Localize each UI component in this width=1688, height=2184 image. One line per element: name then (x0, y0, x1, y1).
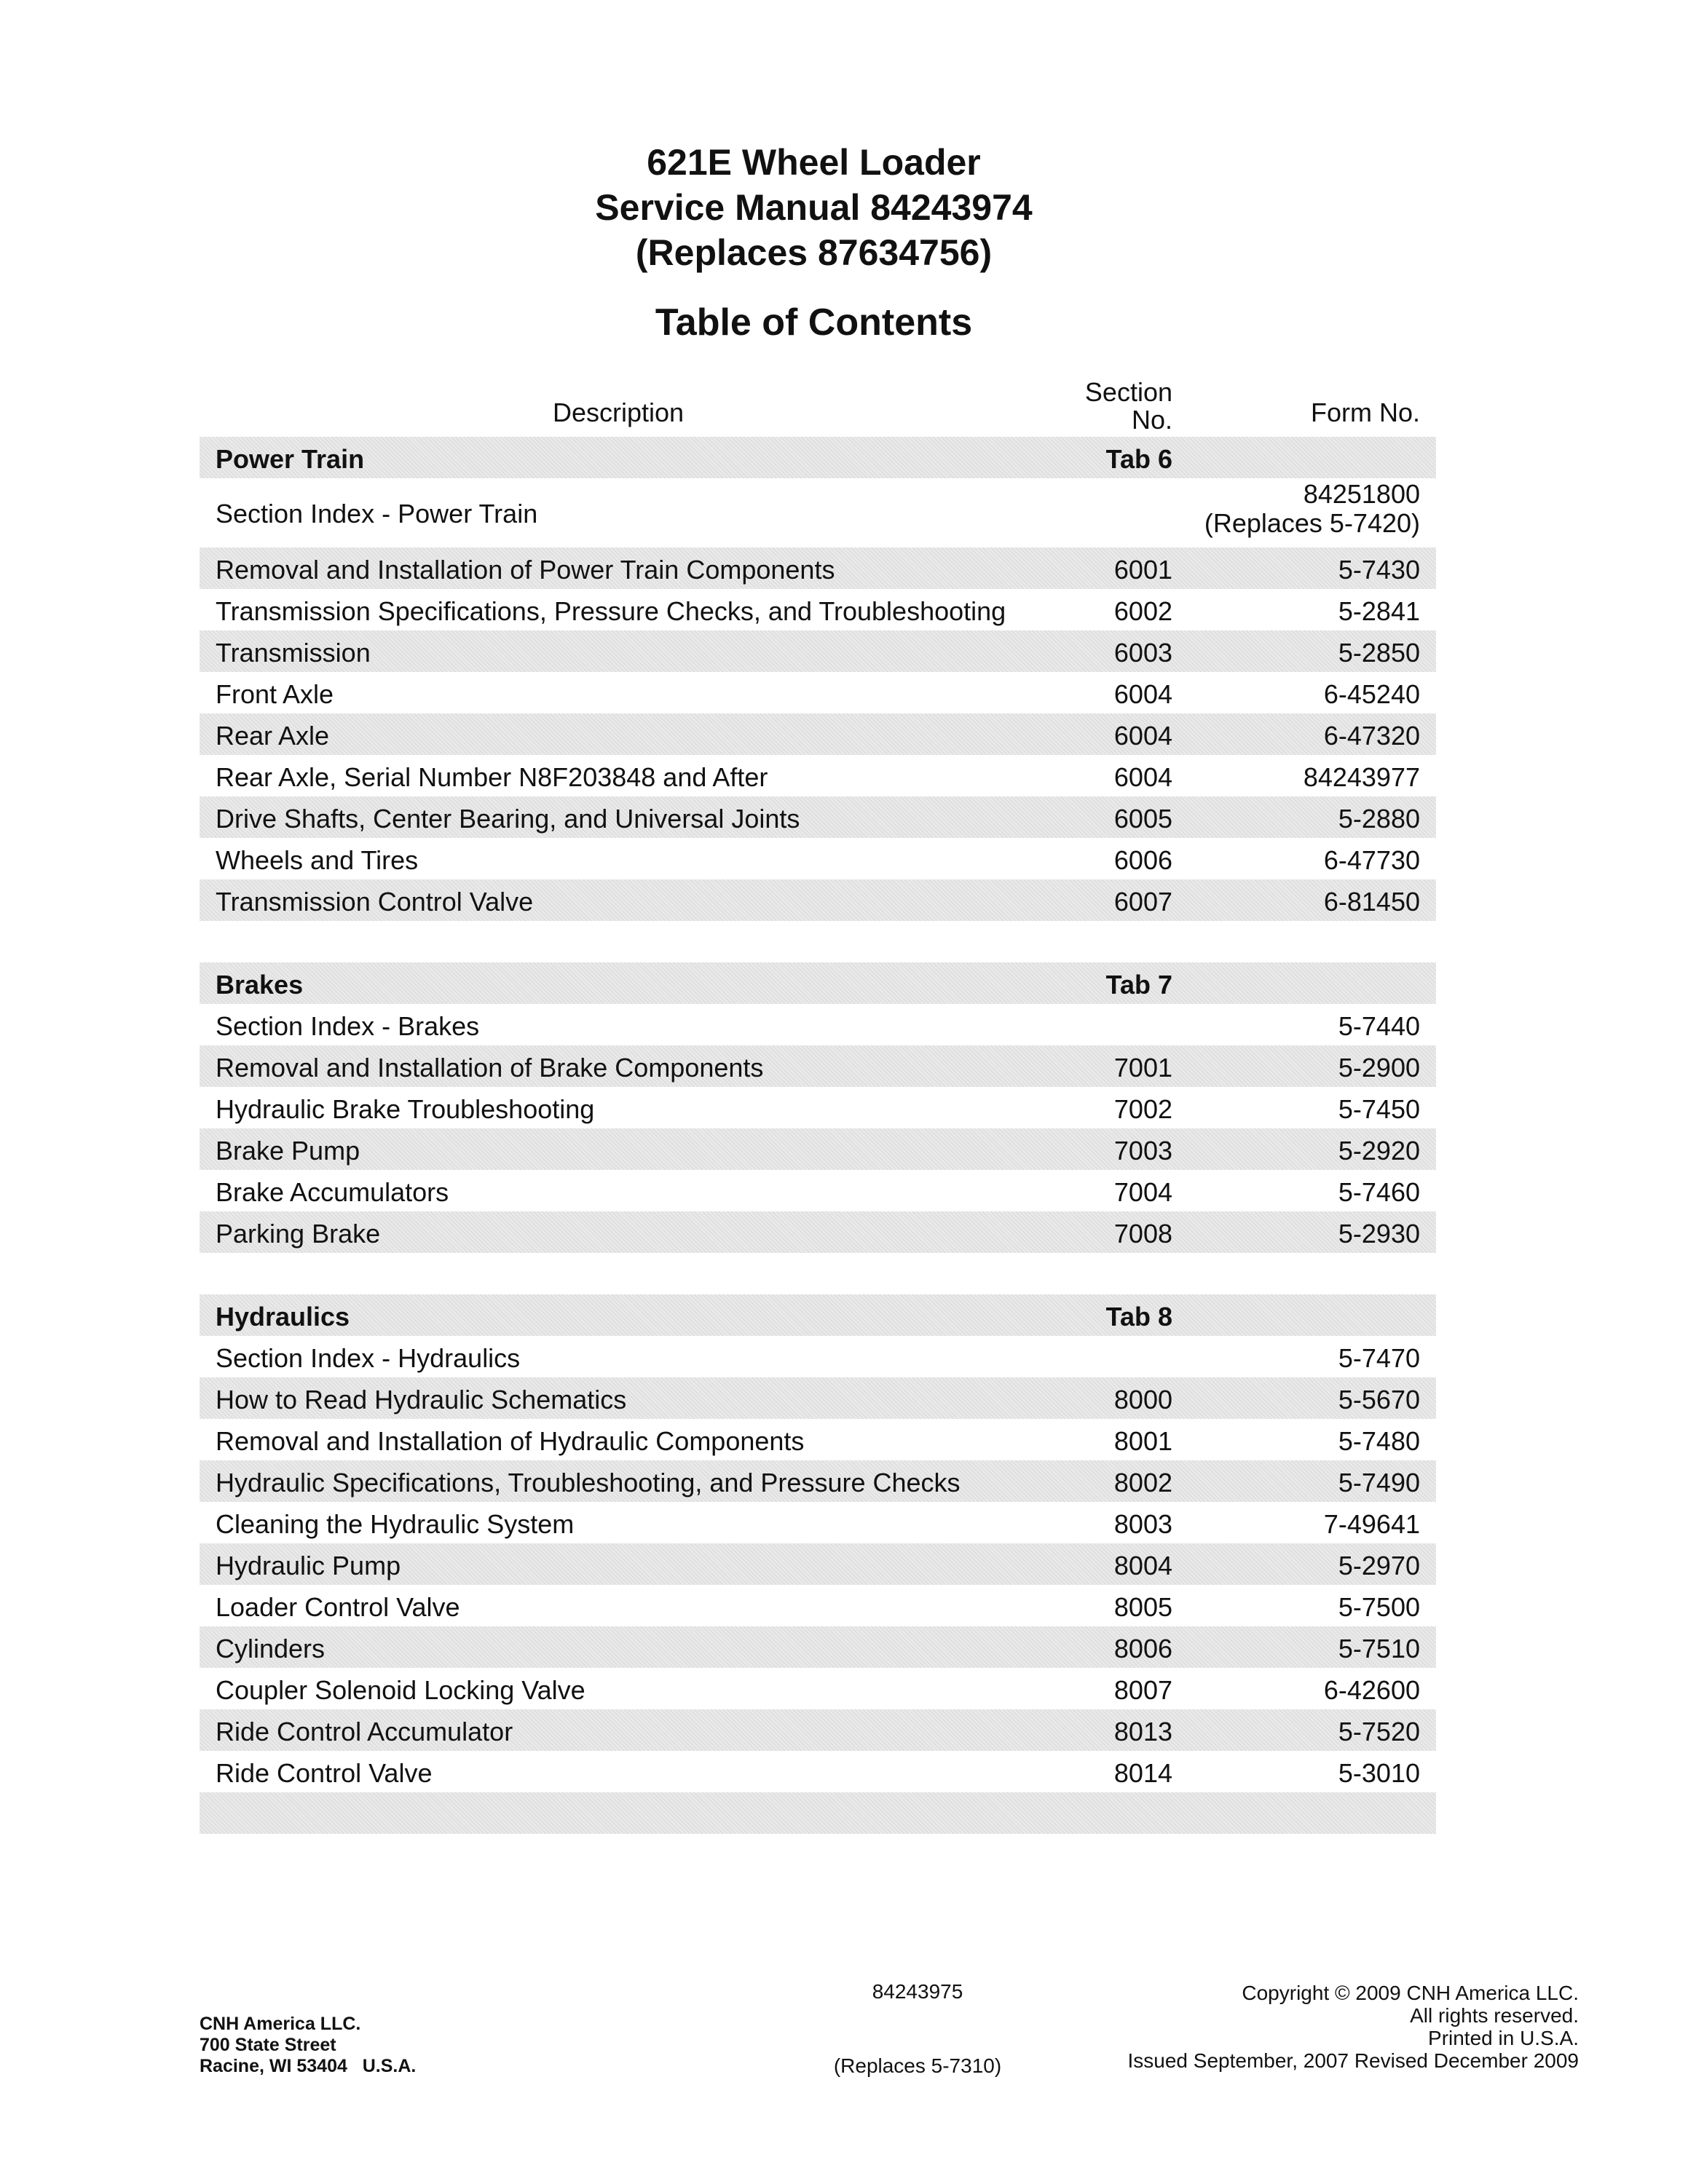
form-number: 5-7440 (1338, 1011, 1420, 1041)
row-description: Hydraulic Specifications, Troubleshooting, and Pressure Checks (216, 1468, 961, 1497)
row-description: Rear Axle (216, 721, 330, 751)
row-description: Ride Control Accumulator (216, 1717, 513, 1746)
row-description: Removal and Installation of Power Train Components (216, 555, 835, 585)
row-description: How to Read Hydraulic Schematics (216, 1385, 627, 1415)
title-block (0, 140, 1628, 348)
row-description: Ride Control Valve (216, 1758, 433, 1788)
row-description: Transmission Control Valve (216, 887, 534, 917)
form-number: 5-7480 (1338, 1426, 1420, 1456)
row-description: Hydraulic Pump (216, 1551, 401, 1580)
section-number: 6005 (1113, 804, 1172, 834)
street-address: 700 State Street (200, 2035, 336, 2055)
toc-table (200, 371, 1436, 1834)
column-description: Description (552, 397, 685, 427)
table-row (200, 1004, 1436, 1045)
toc-body (200, 437, 1436, 1834)
row-description: Brake Pump (216, 1136, 360, 1166)
form-number: 5-7450 (1338, 1094, 1420, 1124)
form-number: 6-81450 (1323, 887, 1420, 917)
form-number: 5-7510 (1338, 1634, 1420, 1663)
row-description: Section Index - Power Train (216, 499, 538, 529)
toc-heading: Table of Contents (655, 301, 973, 344)
row-description: Coupler Solenoid Locking Valve (216, 1675, 585, 1705)
section-tab: Tab 6 (1105, 444, 1172, 474)
form-number: 6-47320 (1323, 721, 1420, 751)
form-number: 5-2900 (1338, 1053, 1420, 1083)
section-name: Power Train (216, 444, 365, 474)
table-row (200, 713, 1436, 755)
row-description: Brake Accumulators (216, 1177, 449, 1207)
column-form-no: Form No. (1310, 397, 1420, 427)
table-row (200, 755, 1436, 796)
table-row (200, 630, 1436, 672)
section-number: 8004 (1113, 1551, 1172, 1580)
row-description: Parking Brake (216, 1219, 381, 1249)
footer-replaces: (Replaces 5-7310) (833, 2054, 1002, 2077)
section-tab: Tab 8 (1105, 1302, 1172, 1332)
section-spacer (200, 1253, 1436, 1294)
form-number: 5-7460 (1338, 1177, 1420, 1207)
form-number: 5-7430 (1338, 555, 1420, 585)
section-number: 8002 (1113, 1468, 1172, 1497)
form-number: 5-2920 (1338, 1136, 1420, 1166)
row-description: Hydraulic Brake Troubleshooting (216, 1094, 595, 1124)
row-description: Rear Axle, Serial Number N8F203848 and After (216, 762, 768, 792)
copyright-text: Copyright © 2009 CNH America LLC. (1242, 1982, 1579, 2004)
table-row (200, 589, 1436, 630)
row-description: Section Index - Hydraulics (216, 1343, 521, 1373)
table-row (200, 1626, 1436, 1668)
form-number: 5-2841 (1338, 596, 1420, 626)
table-row (200, 1128, 1436, 1170)
manual-number: Service Manual 84243974 (595, 187, 1033, 228)
manual-title: 621E Wheel Loader (647, 142, 981, 183)
section-tab: Tab 7 (1105, 970, 1172, 1000)
table-row (200, 1543, 1436, 1585)
form-number: 6-47730 (1323, 845, 1420, 875)
table-row (200, 1087, 1436, 1128)
company-name: CNH America LLC. (200, 2014, 361, 2034)
table-row (200, 1502, 1436, 1543)
section-number: 8014 (1113, 1758, 1172, 1788)
form-number: 5-2970 (1338, 1551, 1420, 1580)
printed-text: Printed in U.S.A. (1428, 2027, 1579, 2049)
form-number: 5-7470 (1338, 1343, 1420, 1373)
table-row (200, 547, 1436, 589)
row-description: Cleaning the Hydraulic System (216, 1509, 575, 1539)
section-number: 7001 (1113, 1053, 1172, 1083)
city-address: Racine, WI 53404 U.S.A. (200, 2056, 417, 2076)
section-number: 8000 (1113, 1385, 1172, 1415)
issued-text: Issued September, 2007 Revised December 2009 (1127, 2049, 1579, 2072)
table-row (200, 1460, 1436, 1502)
form-number: 7-49641 (1323, 1509, 1420, 1539)
table-row (200, 1336, 1436, 1377)
section-number: 8001 (1113, 1426, 1172, 1456)
column-section-no: Section No. (1084, 377, 1172, 435)
table-row (200, 1377, 1436, 1419)
section-header-row (200, 1294, 1436, 1336)
row-description: Removal and Installation of Hydraulic Components (216, 1426, 805, 1456)
copyright-block (1128, 1982, 1579, 2072)
section-number: 6004 (1113, 679, 1172, 709)
table-row (200, 838, 1436, 879)
form-number: 5-5670 (1338, 1385, 1420, 1415)
table-row (200, 1709, 1436, 1751)
row-description: Removal and Installation of Brake Components (216, 1053, 764, 1083)
form-number: 5-7490 (1338, 1468, 1420, 1497)
row-description: Loader Control Valve (216, 1592, 460, 1622)
table-row (200, 1419, 1436, 1460)
table-row (200, 1668, 1436, 1709)
section-number: 8006 (1113, 1634, 1172, 1663)
section-number: 8003 (1113, 1509, 1172, 1539)
form-number: 5-7500 (1338, 1592, 1420, 1622)
table-row (200, 1211, 1436, 1253)
table-row (200, 796, 1436, 838)
form-number: 5-3010 (1338, 1758, 1420, 1788)
row-description: Cylinders (216, 1634, 326, 1663)
section-number: 7003 (1113, 1136, 1172, 1166)
section-number: 8005 (1113, 1592, 1172, 1622)
section-number: 7008 (1113, 1219, 1172, 1249)
section-number: 6006 (1113, 845, 1172, 875)
manual-replaces: (Replaces 87634756) (635, 232, 993, 273)
toc-header-row (200, 371, 1436, 437)
form-number: 6-42600 (1323, 1675, 1420, 1705)
table-row (200, 1585, 1436, 1626)
section-name: Hydraulics (216, 1302, 350, 1332)
section-number: 6007 (1113, 887, 1172, 917)
rights-text: All rights reserved. (1410, 2004, 1579, 2027)
form-number: 5-7520 (1338, 1717, 1420, 1746)
section-spacer (200, 921, 1436, 962)
form-number: 5-2850 (1338, 638, 1420, 668)
section-number: 8013 (1113, 1717, 1172, 1746)
section-number: 8007 (1113, 1675, 1172, 1705)
table-end-row (200, 1792, 1436, 1834)
table-row (200, 478, 1436, 547)
row-description: Drive Shafts, Center Bearing, and Universal Joints (216, 804, 800, 834)
form-number: 5-2930 (1338, 1219, 1420, 1249)
form-number: 84251800 (Replaces 5-7420) (1204, 479, 1420, 538)
section-name: Brakes (216, 970, 304, 1000)
form-number: 6-45240 (1323, 679, 1420, 709)
section-number: 6004 (1113, 721, 1172, 751)
table-row (200, 1170, 1436, 1211)
section-number: 6001 (1113, 555, 1172, 585)
section-header-row (200, 962, 1436, 1004)
table-row (200, 672, 1436, 713)
section-number: 7004 (1113, 1177, 1172, 1207)
row-description: Transmission (216, 638, 371, 668)
row-description: Front Axle (216, 679, 334, 709)
form-number: 84243977 (1303, 762, 1420, 792)
section-number: 6004 (1113, 762, 1172, 792)
row-description: Wheels and Tires (216, 845, 419, 875)
table-row (200, 1045, 1436, 1087)
footer-form-number: 84243975 (872, 1980, 963, 2003)
row-description: Transmission Specifications, Pressure Checks, and Troubleshooting (216, 596, 1006, 626)
section-number: 6002 (1113, 596, 1172, 626)
section-number: 7002 (1113, 1094, 1172, 1124)
form-number: 5-2880 (1338, 804, 1420, 834)
publisher-address (200, 2014, 416, 2077)
table-row (200, 879, 1436, 921)
row-description: Section Index - Brakes (216, 1011, 480, 1041)
table-row (200, 1751, 1436, 1792)
section-header-row (200, 437, 1436, 478)
section-number: 6003 (1113, 638, 1172, 668)
